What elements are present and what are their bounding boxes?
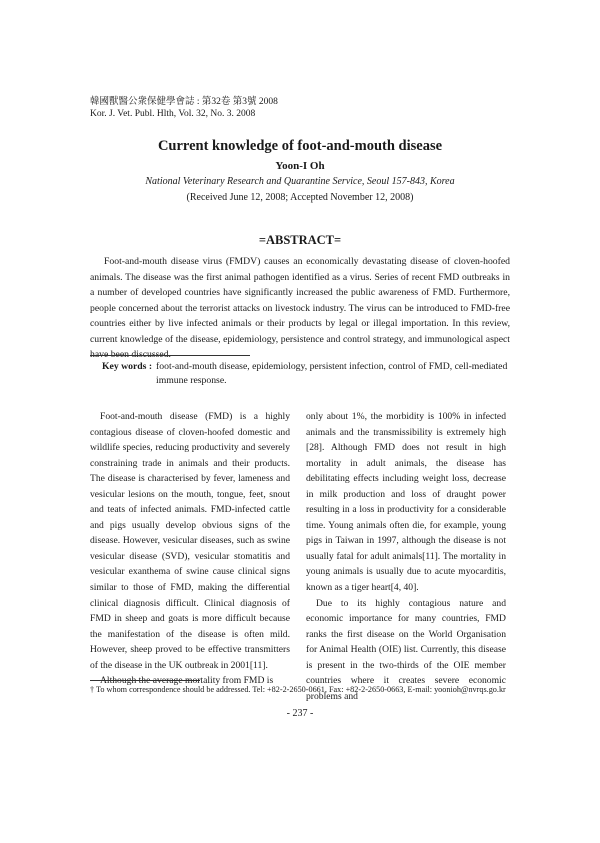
keywords: [102, 360, 510, 388]
body-paragraph: Foot-and-mouth disease (FMD) is a highly contagious disease of cloven-hoofed domestic and wildlife species, reducing productivity and severely constraining trade in animals and their products. The disease is characterised by fever, lameness and vesicular lesions on the mouth, tongue, feet, snout and teats of infected animals. FMD-infected cattle and pigs usually develop obvious signs of the disease. However, vesicular diseases, such as swine vesicular disease (SVD), vesicular stomatitis and vesicular exanthema of swine cause clinical signs similar to those of FMD, making the differential clinical diagnosis difficult. Clinical diagnosis of FMD in sheep and goats is more difficult because the manifestation of the disease is often mild. However, sheep proved to be effective transmitters of the disease in the UK outbreak in 2001[11].: [90, 411, 290, 671]
body-paragraph: Due to its highly contagious nature and economic importance for many countries, FMD ranks the first disease on the World Organisation for Animal Health (OIE) list. Currently, this disease is present in the two-thirds of the OIE member countries where it creates severe economic problems and: [306, 597, 506, 702]
journal-header-english: Kor. J. Vet. Publ. Hlth, Vol. 32, No. 3. 2008: [90, 109, 256, 119]
received-dates: (Received June 12, 2008; Accepted November 12, 2008): [186, 192, 414, 203]
body-column-left: [90, 409, 290, 689]
author-name: Yoon-I Oh: [275, 160, 325, 172]
keywords-divider: [90, 355, 250, 356]
body-paragraph: Although the average mortality from FMD is: [100, 675, 274, 687]
page-number: - 237 -: [286, 708, 314, 719]
keywords-text: foot-and-mouth disease, epidemiology, persistent infection, control of FMD, cell-mediated immune response.: [156, 361, 508, 386]
article-title: Current knowledge of foot-and-mouth disease: [157, 138, 443, 154]
journal-header: [90, 96, 278, 120]
keywords-label: Key words :: [102, 361, 153, 372]
footnote-divider: [90, 680, 200, 681]
journal-header-korean: 韓國獸醫公衆保健學會誌 : 第32卷 第3號 2008: [90, 97, 278, 107]
body-paragraph: only about 1%, the morbidity is 100% in infected animals and the transmissibility is extremely high [28]. Although FMD does not result in high mortality in adult animals, the disease has debilitating effects including weight loss, decrease in milk production and loss of draught power resulting in a loss in productivity for a considerable time. Young animals often die, for example, young pigs in Taiwan in 1997, although the disease is not usually fatal for adult animals[11]. The mortality in young animals is usually due to acute myocarditis, known as a tiger heart[4, 40].: [306, 411, 506, 594]
abstract-text: Foot-and-mouth disease virus (FMDV) causes an economically devastating disease of cloven-hoofed animals. The disease was the first animal pathogen identified as a virus. Series of recent FMD outbreaks in a number of developed countries have significantly increased the public awareness of FMD. Furthermore, people concerned about the terrorist attacks on livestock industry. The virus can be introduced to FMD-free countries either by live infected animals or their products by legal or illegal importation. In this review, current knowledge of the disease, epidemiology, persistence and control strategy, and immunological aspect have been discussed.: [90, 256, 510, 360]
body-column-right: [306, 409, 506, 704]
correspondence-footnote: † To whom correspondence should be addressed. Tel: +82-2-2650-0661, Fax: +82-2-2650-0663, E-mail: yoonioh@nvrqs.go.kr: [90, 685, 506, 694]
abstract-heading: =ABSTRACT=: [258, 233, 342, 247]
author-affiliation: National Veterinary Research and Quarantine Service, Seoul 157-843, Korea: [145, 176, 455, 187]
